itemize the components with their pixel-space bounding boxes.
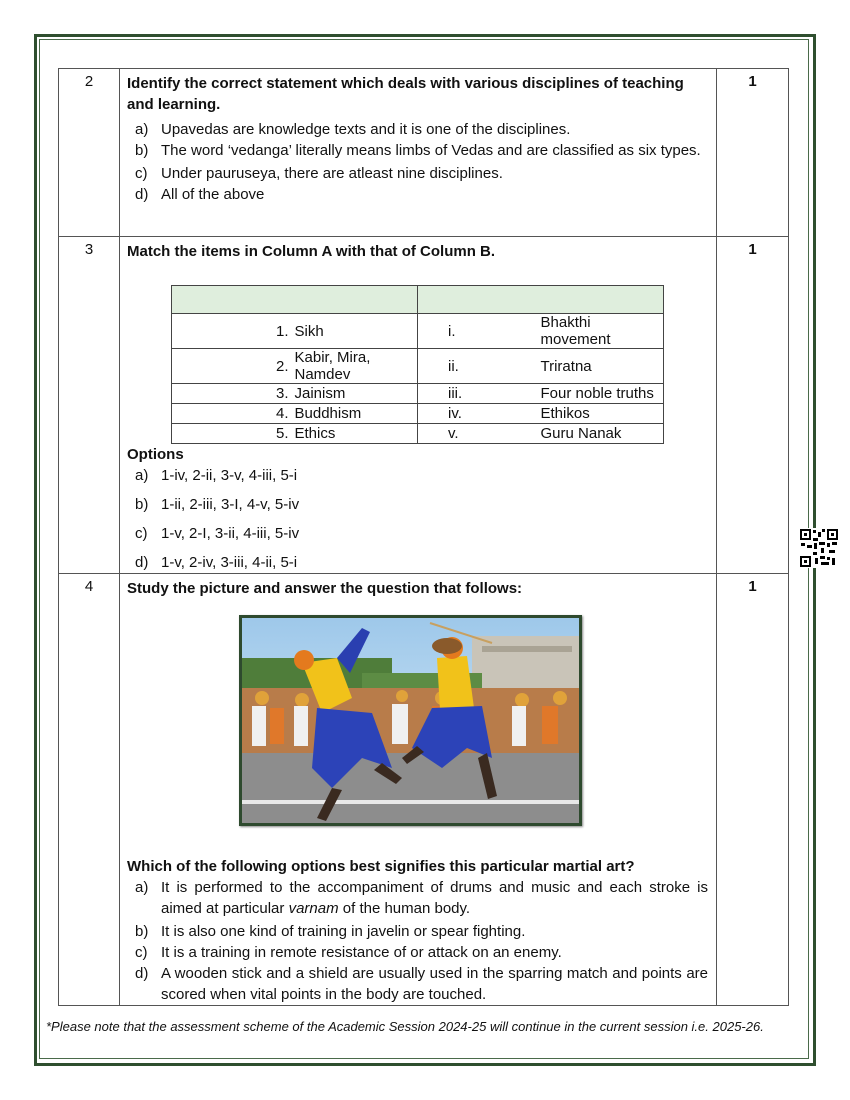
question-row-4	[59, 574, 789, 1006]
question-body	[120, 69, 717, 237]
option-b: b) It is also one kind of training in javelin or spear fighting.	[135, 923, 526, 940]
question-text: Match the items in Column A with that of Column B.	[127, 243, 496, 260]
option-b: b) 1-ii, 2-iii, 3-I, 4-v, 5-iv	[135, 496, 300, 513]
question-body	[120, 237, 717, 574]
questions-table	[58, 68, 789, 1006]
match-row: 2. Kabir, Mira, Namdev ii. Triratna	[172, 349, 664, 384]
martial-art-illustration	[242, 618, 579, 823]
question-text: Identify the correct statement which deals with various disciplines of teaching and learning.	[127, 75, 684, 113]
question-number: 3	[59, 237, 120, 574]
martial-art-photo	[239, 615, 582, 826]
option-c: c) Under pauruseya, there are atleast nine disciplines.	[135, 165, 503, 182]
question-row-2	[59, 69, 789, 237]
question-text: Study the picture and answer the question that follows:	[127, 580, 523, 597]
question-marks: 1	[717, 574, 789, 1006]
option-d: d) A wooden stick and a shield are usually used in the sparring match and points are scored when vital points in the body are touched.	[135, 965, 708, 1003]
option-a: a) Upavedas are knowledge texts and it is one of the disciplines.	[135, 121, 571, 138]
match-table	[171, 285, 664, 444]
question-prompt: Which of the following options best signifies this particular martial art?	[127, 858, 635, 875]
question-marks: 1	[717, 237, 789, 574]
option-d: d) All of the above	[135, 186, 265, 203]
question-body	[120, 574, 717, 1006]
match-row: 5. Ethics v. Guru Nanak	[172, 424, 664, 444]
match-table-header	[172, 286, 664, 314]
option-b: b) The word ‘vedanga’ literally means limbs of Vedas and are classified as six types.	[135, 142, 701, 159]
option-a: a) It is performed to the accompaniment of drums and music and each stroke is aimed at particular varnam of the human body.	[135, 879, 708, 917]
question-row-3	[59, 237, 789, 574]
match-row: 1. Sikh i. Bhakthi movement	[172, 314, 664, 349]
option-a: a) 1-iv, 2-ii, 3-v, 4-iii, 5-i	[135, 467, 298, 484]
option-c: c) 1-v, 2-I, 3-ii, 4-iii, 5-iv	[135, 525, 300, 542]
qr-code	[799, 528, 839, 568]
option-d: d) 1-v, 2-iv, 3-iii, 4-ii, 5-i	[135, 554, 298, 571]
question-number: 4	[59, 574, 120, 1006]
options-heading: Options	[127, 446, 184, 463]
question-number: 2	[59, 69, 120, 237]
question-marks: 1	[717, 69, 789, 237]
option-c: c) It is a training in remote resistance of or attack on an enemy.	[135, 944, 562, 961]
match-row: 3. Jainism iii. Four noble truths	[172, 384, 664, 404]
match-row: 4. Buddhism iv. Ethikos	[172, 404, 664, 424]
footnote: *Please note that the assessment scheme of the Academic Session 2024-25 will continue in the current session i.e. 2025-26.	[46, 1019, 764, 1034]
